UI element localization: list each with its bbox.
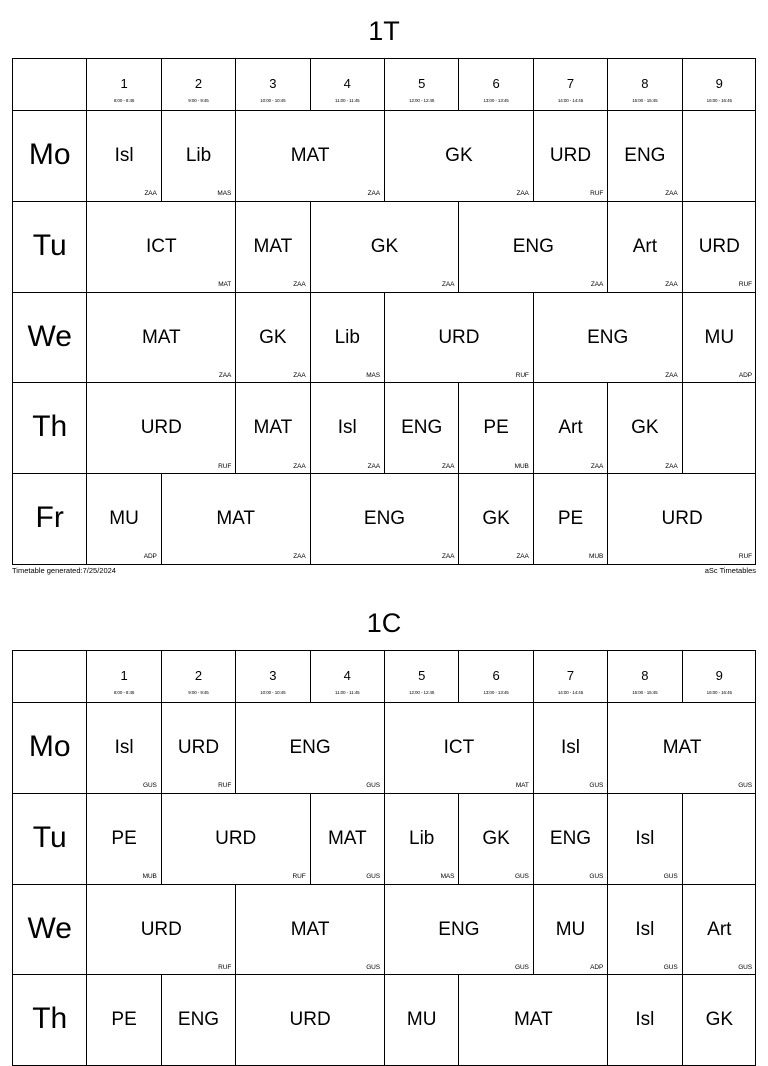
lesson-cell bbox=[235, 382, 309, 473]
lesson-room: ZAA bbox=[218, 371, 232, 379]
lesson-room: MAS bbox=[440, 873, 455, 880]
period-number: 2 bbox=[194, 668, 203, 683]
lesson-subject: GK bbox=[259, 326, 287, 348]
period-number: 9 bbox=[715, 76, 723, 91]
lesson-cell bbox=[607, 974, 681, 1065]
lesson-cell bbox=[86, 110, 160, 201]
lesson-cell bbox=[161, 793, 310, 884]
lesson-subject: URD bbox=[549, 145, 592, 166]
lesson-subject: ENG bbox=[438, 918, 480, 940]
day-label: We bbox=[27, 911, 72, 945]
period-header bbox=[384, 58, 458, 110]
period-number: 4 bbox=[343, 76, 351, 91]
lesson-cell bbox=[607, 382, 681, 473]
lesson-subject: MAT bbox=[141, 326, 181, 348]
lesson-room: MUB bbox=[514, 462, 529, 470]
lesson-subject: ENG bbox=[549, 827, 592, 849]
lesson-room: ADP bbox=[143, 553, 157, 561]
lesson-cell bbox=[86, 702, 160, 793]
period-header bbox=[86, 58, 160, 110]
period-header bbox=[310, 58, 384, 110]
lesson-subject: GK bbox=[482, 508, 510, 529]
lesson-subject: GK bbox=[370, 235, 399, 257]
period-time: 9:00 - 9:45 bbox=[188, 690, 209, 695]
lesson-cell bbox=[235, 201, 309, 292]
lesson-cell bbox=[86, 974, 160, 1065]
lesson-room: ZAA bbox=[367, 190, 380, 198]
lesson-room: ADP bbox=[738, 371, 752, 379]
lesson-subject: URD bbox=[177, 737, 220, 758]
lesson-room: GUS bbox=[366, 782, 380, 790]
lesson-room: GUS bbox=[663, 873, 678, 880]
period-header bbox=[161, 58, 235, 110]
lesson-room: ZAA bbox=[442, 462, 455, 470]
lesson-subject: ENG bbox=[512, 235, 554, 257]
lesson-subject: URD bbox=[289, 1009, 331, 1031]
lesson-cell bbox=[533, 382, 607, 473]
lesson-cell bbox=[458, 473, 532, 564]
lesson-subject: Lib bbox=[409, 827, 435, 849]
day-label: Mo bbox=[28, 730, 71, 763]
lesson-room: GUS bbox=[366, 963, 380, 971]
period-number: 4 bbox=[343, 668, 351, 683]
lesson-subject: GK bbox=[445, 145, 473, 166]
period-header bbox=[607, 650, 681, 702]
period-time: 15:00 - 15:45 bbox=[632, 98, 658, 103]
period-time: 11:00 - 11:45 bbox=[335, 98, 360, 103]
lesson-room: ZAA bbox=[442, 281, 455, 288]
lesson-subject: ENG bbox=[289, 737, 331, 758]
corner-cell bbox=[12, 58, 86, 110]
lesson-subject: URD bbox=[438, 326, 480, 348]
lesson-subject: PE bbox=[111, 1009, 137, 1031]
lesson-room: GUS bbox=[366, 873, 380, 880]
lesson-cell bbox=[310, 473, 459, 564]
lesson-room: ADP bbox=[590, 963, 604, 971]
lesson-subject: URD bbox=[140, 417, 182, 439]
day-label: Fr bbox=[35, 501, 64, 534]
lesson-subject: URD bbox=[140, 918, 182, 940]
period-time: 13:00 - 13:45 bbox=[483, 98, 509, 103]
lesson-subject: MAT bbox=[216, 508, 256, 529]
lesson-subject: Isl bbox=[337, 417, 357, 439]
lesson-subject: Art bbox=[558, 417, 583, 439]
lesson-cell bbox=[86, 292, 235, 383]
lesson-cell bbox=[533, 292, 682, 383]
period-header bbox=[384, 650, 458, 702]
lesson-cell bbox=[161, 473, 310, 564]
period-header bbox=[682, 650, 756, 702]
lesson-subject: ENG bbox=[401, 417, 443, 439]
lesson-subject: MU bbox=[555, 918, 586, 940]
lesson-subject: ENG bbox=[177, 1009, 220, 1031]
lesson-room: MAT bbox=[515, 782, 529, 790]
lesson-room: ZAA bbox=[293, 462, 306, 470]
lesson-cell bbox=[235, 292, 309, 383]
lesson-cell bbox=[310, 292, 384, 383]
lesson-room: MAT bbox=[218, 281, 232, 288]
lesson-room: RUF bbox=[218, 782, 232, 790]
lesson-cell bbox=[533, 473, 607, 564]
lesson-cell bbox=[86, 884, 235, 975]
lesson-room: GUS bbox=[589, 873, 604, 880]
day-cell bbox=[12, 793, 86, 884]
lesson-room: GUS bbox=[142, 782, 157, 790]
lesson-room: RUF bbox=[218, 963, 232, 971]
period-header bbox=[310, 650, 384, 702]
lesson-subject: MAT bbox=[327, 827, 367, 849]
period-number: 3 bbox=[269, 76, 277, 91]
day-label: Tu bbox=[32, 228, 67, 262]
lesson-room: ZAA bbox=[665, 190, 678, 198]
lesson-cell bbox=[682, 974, 756, 1065]
period-time: 12:00 - 12:45 bbox=[409, 690, 435, 695]
day-cell bbox=[12, 473, 86, 564]
lesson-cell bbox=[86, 201, 235, 292]
period-header bbox=[235, 58, 309, 110]
period-time: 16:00 - 16:45 bbox=[706, 98, 732, 103]
lesson-subject: GK bbox=[705, 1009, 734, 1031]
lesson-cell bbox=[161, 702, 235, 793]
period-time: 14:00 - 14:45 bbox=[557, 690, 584, 695]
lesson-room: GUS bbox=[589, 782, 604, 790]
lesson-cell bbox=[310, 382, 384, 473]
lesson-cell bbox=[607, 201, 681, 292]
period-header bbox=[458, 58, 532, 110]
lesson-room: ZAA bbox=[665, 371, 678, 379]
period-number: 5 bbox=[418, 668, 426, 683]
period-header bbox=[235, 650, 309, 702]
period-number: 6 bbox=[492, 668, 500, 683]
day-label: Th bbox=[32, 410, 68, 444]
period-time: 8:00 - 8:45 bbox=[113, 98, 135, 103]
lesson-subject: GK bbox=[482, 827, 510, 849]
lesson-cell bbox=[161, 974, 235, 1065]
lesson-subject: MAT bbox=[513, 1009, 553, 1031]
day-cell bbox=[12, 974, 86, 1065]
day-cell bbox=[12, 702, 86, 793]
day-label: Th bbox=[32, 1002, 68, 1036]
lesson-subject: Isl bbox=[560, 737, 580, 758]
period-header bbox=[533, 58, 607, 110]
lesson-subject: URD bbox=[215, 827, 257, 849]
period-header bbox=[458, 650, 532, 702]
lesson-room: RUF bbox=[590, 190, 604, 198]
lesson-subject: MAT bbox=[662, 737, 702, 758]
lesson-room: RUF bbox=[292, 873, 306, 880]
empty-cell bbox=[682, 110, 756, 201]
lesson-room: MUB bbox=[589, 553, 604, 561]
lesson-subject: ICT bbox=[443, 737, 475, 758]
lesson-cell bbox=[607, 110, 681, 201]
timetable-title: 1T bbox=[368, 16, 400, 46]
day-label: Tu bbox=[32, 820, 67, 854]
day-cell bbox=[12, 110, 86, 201]
lesson-cell bbox=[682, 201, 756, 292]
period-time: 15:00 - 15:45 bbox=[632, 690, 658, 695]
day-cell bbox=[12, 292, 86, 383]
lesson-cell bbox=[235, 974, 384, 1065]
lesson-subject: ICT bbox=[145, 235, 177, 257]
period-time: 10:00 - 10:45 bbox=[260, 690, 286, 695]
lesson-room: ZAA bbox=[367, 462, 380, 470]
lesson-cell bbox=[86, 793, 160, 884]
corner-cell bbox=[12, 650, 86, 702]
lesson-subject: MU bbox=[406, 1009, 437, 1031]
period-number: 8 bbox=[641, 668, 649, 683]
lesson-subject: MU bbox=[704, 326, 735, 348]
lesson-subject: PE bbox=[557, 508, 584, 529]
lesson-subject: Art bbox=[632, 235, 658, 257]
period-number: 1 bbox=[120, 668, 128, 683]
lesson-room: ZAA bbox=[293, 281, 306, 288]
lesson-cell bbox=[607, 702, 756, 793]
lesson-cell bbox=[533, 793, 607, 884]
lesson-cell bbox=[458, 382, 532, 473]
lesson-cell bbox=[607, 793, 681, 884]
lesson-room: ZAA bbox=[293, 553, 306, 561]
period-time: 16:00 - 16:45 bbox=[706, 690, 732, 695]
lesson-cell bbox=[384, 702, 533, 793]
footer-brand: aSc Timetables bbox=[704, 565, 756, 575]
lesson-room: RUF bbox=[515, 371, 529, 379]
lesson-cell bbox=[458, 974, 607, 1065]
period-time: 9:00 - 9:45 bbox=[188, 98, 209, 103]
lesson-cell bbox=[235, 884, 384, 975]
period-time: 8:00 - 8:45 bbox=[113, 690, 135, 695]
period-header bbox=[86, 650, 160, 702]
period-time: 14:00 - 14:45 bbox=[557, 98, 584, 103]
lesson-subject: ENG bbox=[363, 508, 406, 529]
lesson-room: RUF bbox=[738, 553, 752, 561]
lesson-cell bbox=[310, 793, 384, 884]
footer-generated: Timetable generated:7/25/2024 bbox=[12, 565, 116, 575]
lesson-subject: MAT bbox=[290, 918, 330, 940]
lesson-cell bbox=[533, 702, 607, 793]
day-cell bbox=[12, 201, 86, 292]
day-cell bbox=[12, 884, 86, 975]
lesson-room: ZAA bbox=[590, 462, 604, 470]
lesson-room: MUB bbox=[142, 873, 157, 880]
lesson-room: ZAA bbox=[516, 190, 529, 198]
period-number: 2 bbox=[194, 76, 203, 91]
lesson-subject: GK bbox=[631, 417, 659, 439]
lesson-subject: ENG bbox=[624, 145, 666, 166]
lesson-cell bbox=[533, 110, 607, 201]
lesson-cell bbox=[607, 884, 681, 975]
lesson-room: GUS bbox=[515, 963, 529, 971]
lesson-subject: URD bbox=[661, 508, 703, 529]
period-number: 6 bbox=[492, 76, 500, 91]
period-number: 9 bbox=[715, 668, 723, 683]
lesson-room: ZAA bbox=[665, 462, 678, 470]
empty-cell bbox=[682, 793, 756, 884]
lesson-room: ZAA bbox=[144, 190, 157, 198]
lesson-cell bbox=[682, 292, 756, 383]
lesson-subject: Isl bbox=[114, 737, 134, 758]
lesson-cell bbox=[86, 473, 160, 564]
lesson-subject: PE bbox=[483, 417, 509, 439]
lesson-room: ZAA bbox=[590, 281, 604, 288]
lesson-cell bbox=[384, 382, 458, 473]
period-header bbox=[682, 58, 756, 110]
lesson-room: GUS bbox=[514, 873, 529, 880]
lesson-subject: MAT bbox=[290, 145, 330, 166]
period-number: 7 bbox=[566, 668, 575, 683]
lesson-room: MAS bbox=[366, 371, 380, 379]
lesson-subject: MAT bbox=[253, 417, 293, 439]
period-number: 8 bbox=[641, 76, 649, 91]
lesson-cell bbox=[384, 292, 533, 383]
lesson-cell bbox=[235, 110, 384, 201]
lesson-cell bbox=[384, 884, 533, 975]
lesson-subject: Isl bbox=[114, 145, 134, 166]
day-cell bbox=[12, 382, 86, 473]
lesson-room: GUS bbox=[663, 963, 678, 971]
lesson-room: MAS bbox=[217, 190, 232, 198]
period-time: 12:00 - 12:45 bbox=[409, 98, 435, 103]
lesson-cell bbox=[607, 473, 756, 564]
lesson-cell bbox=[384, 793, 458, 884]
lesson-cell bbox=[310, 201, 459, 292]
timetable-title: 1C bbox=[366, 608, 402, 638]
period-header bbox=[607, 58, 681, 110]
period-time: 13:00 - 13:45 bbox=[483, 690, 509, 695]
period-header bbox=[161, 650, 235, 702]
lesson-cell bbox=[682, 884, 756, 975]
lesson-subject: Art bbox=[707, 918, 732, 940]
period-number: 1 bbox=[120, 76, 128, 91]
period-header bbox=[533, 650, 607, 702]
lesson-subject: Isl bbox=[635, 918, 655, 940]
day-label: We bbox=[27, 319, 72, 353]
lesson-cell bbox=[86, 382, 235, 473]
lesson-cell bbox=[458, 793, 532, 884]
lesson-room: RUF bbox=[218, 462, 232, 470]
lesson-room: ZAA bbox=[516, 553, 529, 561]
lesson-room: RUF bbox=[738, 281, 752, 288]
lesson-subject: Isl bbox=[635, 827, 655, 849]
lesson-cell bbox=[384, 974, 458, 1065]
lesson-room: ZAA bbox=[665, 281, 678, 288]
lesson-room: ZAA bbox=[293, 371, 306, 379]
period-number: 3 bbox=[269, 668, 277, 683]
lesson-subject: ENG bbox=[587, 326, 629, 348]
lesson-subject: Isl bbox=[635, 1009, 655, 1031]
empty-cell bbox=[682, 382, 756, 473]
lesson-room: GUS bbox=[738, 782, 752, 790]
lesson-subject: Lib bbox=[334, 326, 360, 348]
lesson-cell bbox=[161, 110, 235, 201]
period-number: 7 bbox=[566, 76, 575, 91]
lesson-subject: PE bbox=[111, 827, 137, 849]
period-time: 10:00 - 10:45 bbox=[260, 98, 286, 103]
lesson-cell bbox=[384, 110, 533, 201]
lesson-subject: MU bbox=[109, 508, 139, 529]
day-label: Mo bbox=[28, 138, 71, 171]
lesson-room: ZAA bbox=[442, 553, 455, 561]
timetable-grid bbox=[12, 650, 756, 1065]
timetable-grid bbox=[12, 58, 756, 564]
lesson-subject: MAT bbox=[253, 235, 293, 257]
period-number: 5 bbox=[418, 76, 426, 91]
lesson-cell bbox=[533, 884, 607, 975]
lesson-room: GUS bbox=[738, 963, 752, 971]
lesson-subject: URD bbox=[698, 235, 740, 257]
lesson-cell bbox=[458, 201, 607, 292]
lesson-subject: Lib bbox=[185, 145, 212, 166]
lesson-cell bbox=[235, 702, 384, 793]
period-time: 11:00 - 11:45 bbox=[335, 690, 360, 695]
